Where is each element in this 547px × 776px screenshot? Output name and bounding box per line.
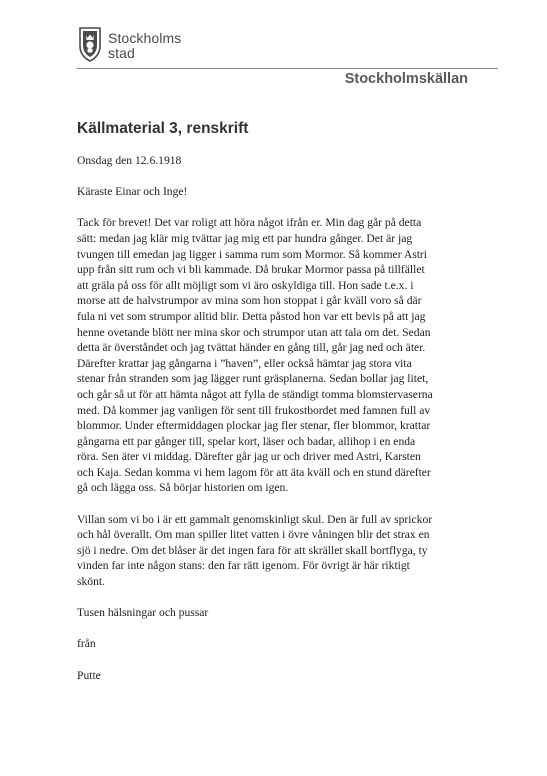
text-line: och går så ut för att hämta något att fylla de ständigt tomma blomstervaserna bbox=[77, 387, 433, 401]
text-line: och hål överallt. Om man spiller litet vatten i övre våningen blir det strax en bbox=[77, 528, 430, 542]
brand-name: Stockholmskällan bbox=[344, 71, 468, 87]
document-title: Källmaterial 3, renskrift bbox=[77, 120, 249, 137]
stockholm-crown-shield-icon bbox=[78, 26, 102, 62]
text-line: och Kaja. Sedan komma vi hem lagom för att äta kväll och en stund därefter bbox=[77, 465, 431, 479]
text-line: Villan som vi bo i är ett gammalt genomskinligt skul. Den är full av sprickor bbox=[77, 512, 433, 526]
letter-paragraph-1 bbox=[77, 215, 477, 496]
text-line: sjö i nedre. Om det blåser är det ingen fara för att skrället skall bortflyga, ty bbox=[77, 543, 428, 557]
text-line: vinden far inte någon stans: den far rätt igenom. För övrigt är här riktigt bbox=[77, 559, 410, 573]
letter-from: från bbox=[77, 637, 96, 651]
text-line: Tack för brevet! Det var roligt att höra något ifrån er. Min dag går på detta bbox=[77, 216, 422, 230]
header-divider bbox=[77, 68, 498, 69]
text-line: med. Då kommer jag vanligen för sent till frukostbordet med famnen full av bbox=[77, 403, 431, 417]
text-line: röra. Sen äter vi middag. Därefter går jag ur och driver med Astri, Karsten bbox=[77, 450, 421, 464]
text-line: gångarna ett par gånger till, spelar kort, läser och badar, allihop i en enda bbox=[77, 434, 416, 448]
stockholms-stad-logo bbox=[78, 26, 218, 70]
letter-closing: Tusen hälsningar och pussar bbox=[77, 606, 209, 620]
letter-signature: Putte bbox=[77, 668, 101, 682]
text-line: blommor. Under eftermiddagen plockar jag fler stenar, fler blommor, krattar bbox=[77, 419, 431, 433]
text-line: stenar från stranden som jag lägger runt gräsplanerna. Sedan bollar jag litet, bbox=[77, 372, 429, 386]
text-line: morse att de halvstrumpor av mina som hon stoppat i går kväll voro så där bbox=[77, 294, 422, 308]
text-line: fula ni vet som strumpor alltid blir. Detta påstod hon var ett bevis på att jag bbox=[77, 309, 426, 323]
text-line: gå och lägga oss. Så börjar historien om igen. bbox=[77, 481, 289, 495]
letter-body bbox=[77, 153, 477, 699]
letter-paragraph-2 bbox=[77, 512, 477, 590]
text-line: sätt: medan jag klär mig tvättar jag mig ett par hundra gånger. Det är jag bbox=[77, 231, 413, 245]
logo-line-1: Stockholms bbox=[108, 30, 182, 46]
text-line: Därefter krattar jag gångarna i ”haven”, eller också hämtar jag stora vita bbox=[77, 356, 412, 370]
text-line: detta är överståndet och jag tvättat händer en gång till, går jag ned och äter. bbox=[77, 341, 426, 355]
letter-date: Onsdag den 12.6.1918 bbox=[77, 154, 182, 167]
text-line: henne ovetande blött ner mina skor och strumpor utan att tala om det. Sedan bbox=[77, 325, 431, 339]
letter-salutation: Käraste Einar och Inge! bbox=[77, 185, 188, 199]
text-line: upp från sitt rum och vi bli kammade. Då brukar Mormor passa på tillfället bbox=[77, 263, 425, 277]
text-line: att gräla på oss för allt möjligt som vi äro oskyldiga till. Hon sade t.e.x. i bbox=[77, 278, 414, 292]
text-line: skönt. bbox=[77, 575, 106, 589]
text-line: tvungen till emedan jag ligger i samma rum som Mormor. Så kommer Astri bbox=[77, 247, 428, 261]
logo-line-2: stad bbox=[108, 45, 135, 61]
logo-wordmark bbox=[108, 31, 181, 61]
